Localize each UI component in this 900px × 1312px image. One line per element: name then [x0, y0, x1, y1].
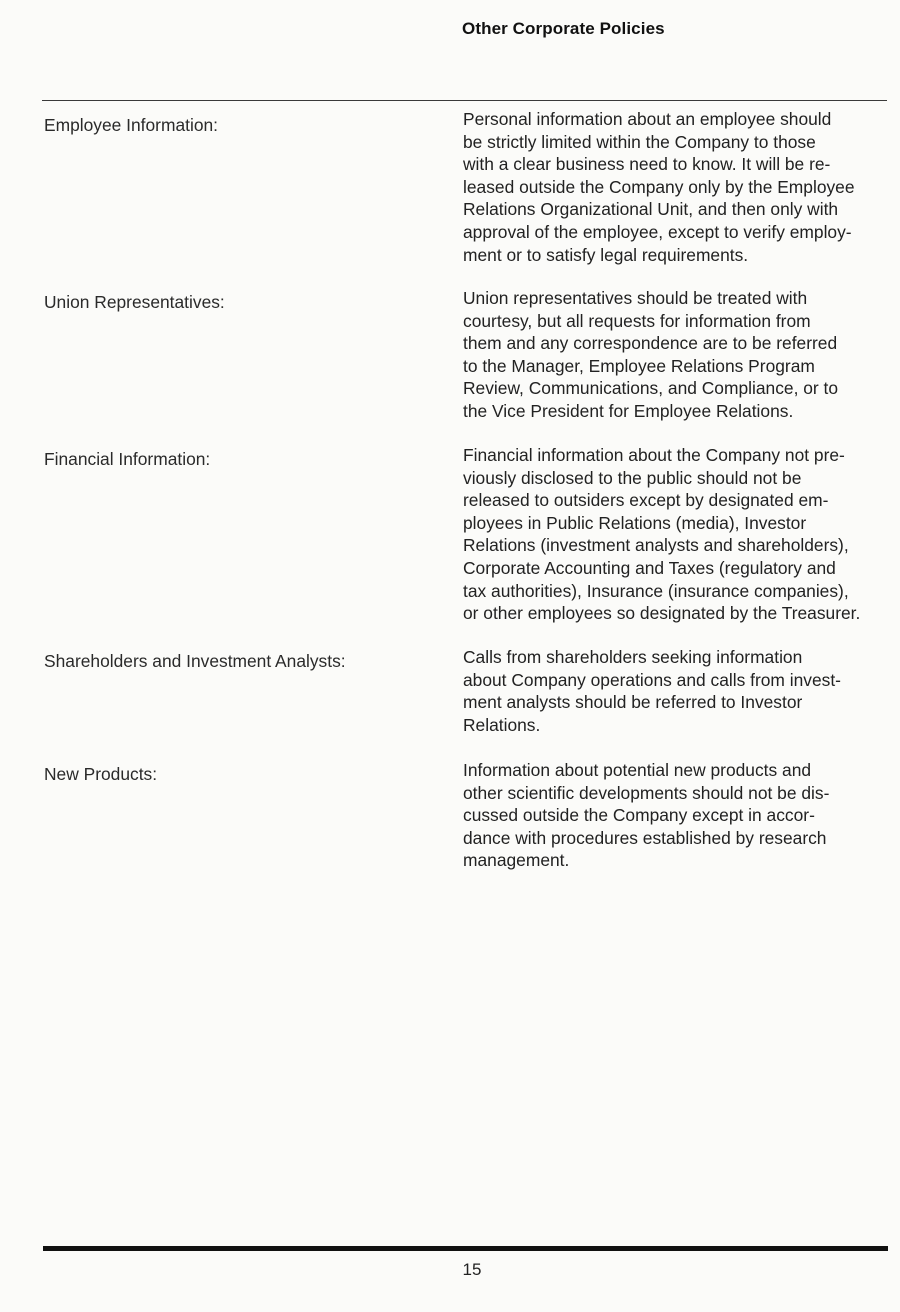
body-line: Relations Organizational Unit, and then only with: [463, 199, 839, 220]
body-line: Review, Communications, and Compliance, or to: [463, 378, 839, 399]
body-line: viously disclosed to the public should not be: [463, 467, 802, 488]
body-line: the Vice President for Employee Relations.: [463, 400, 794, 421]
section-label: Shareholders and Investment Analysts:: [44, 651, 346, 671]
body-line: tax authorities), Insurance (insurance companies),: [463, 580, 849, 601]
section-label: New Products:: [44, 764, 158, 784]
body-line: Personal information about an employee should: [463, 109, 832, 129]
body-line: about Company operations and calls from invest-: [463, 669, 841, 690]
body-line: with a clear business need to know. It will be re-: [463, 154, 831, 175]
body-line: management.: [463, 850, 570, 871]
body-line: Relations.: [463, 714, 541, 735]
body-line: Relations (investment analysts and shareholders),: [463, 535, 849, 556]
section-label: Financial Information:: [44, 449, 211, 469]
section-body: [463, 108, 900, 266]
body-line: courtesy, but all requests for information from: [463, 310, 811, 331]
body-line: Corporate Accounting and Taxes (regulatory and: [463, 557, 836, 578]
section-label: Employee Information:: [44, 115, 218, 135]
body-line: or other employees so designated by the Treasurer.: [463, 603, 861, 624]
body-line: leased outside the Company only by the Employee: [463, 176, 855, 197]
body-line: them and any correspondence are to be referred: [463, 333, 838, 354]
body-line: approval of the employee, except to verify employ-: [463, 221, 852, 242]
top-divider: [42, 100, 887, 101]
body-line: ment analysts should be referred to Investor: [463, 692, 803, 713]
body-line: released to outsiders except by designated em-: [463, 490, 829, 511]
section-body: [463, 759, 900, 872]
body-line: Union representatives should be treated with: [463, 288, 808, 308]
body-line: other scientific developments should not be dis-: [463, 782, 830, 803]
section-body: [463, 646, 900, 736]
page-title: Other Corporate Policies: [462, 19, 665, 38]
page-number: 15: [462, 1260, 482, 1279]
body-line: Information about potential new products and: [463, 760, 812, 780]
body-line: ment or to satisfy legal requirements.: [463, 244, 749, 265]
section-body: [463, 444, 900, 625]
body-line: to the Manager, Employee Relations Program: [463, 355, 815, 376]
body-line: Calls from shareholders seeking information: [463, 647, 803, 667]
body-line: ployees in Public Relations (media), Investor: [463, 512, 807, 533]
body-line: Financial information about the Company not pre-: [463, 445, 845, 465]
body-line: dance with procedures established by research: [463, 827, 827, 848]
footer-divider: [43, 1246, 888, 1251]
body-line: cussed outside the Company except in accor-: [463, 805, 815, 826]
section-label: Union Representatives:: [44, 292, 225, 312]
body-line: be strictly limited within the Company to those: [463, 131, 816, 152]
section-body: [463, 287, 900, 423]
